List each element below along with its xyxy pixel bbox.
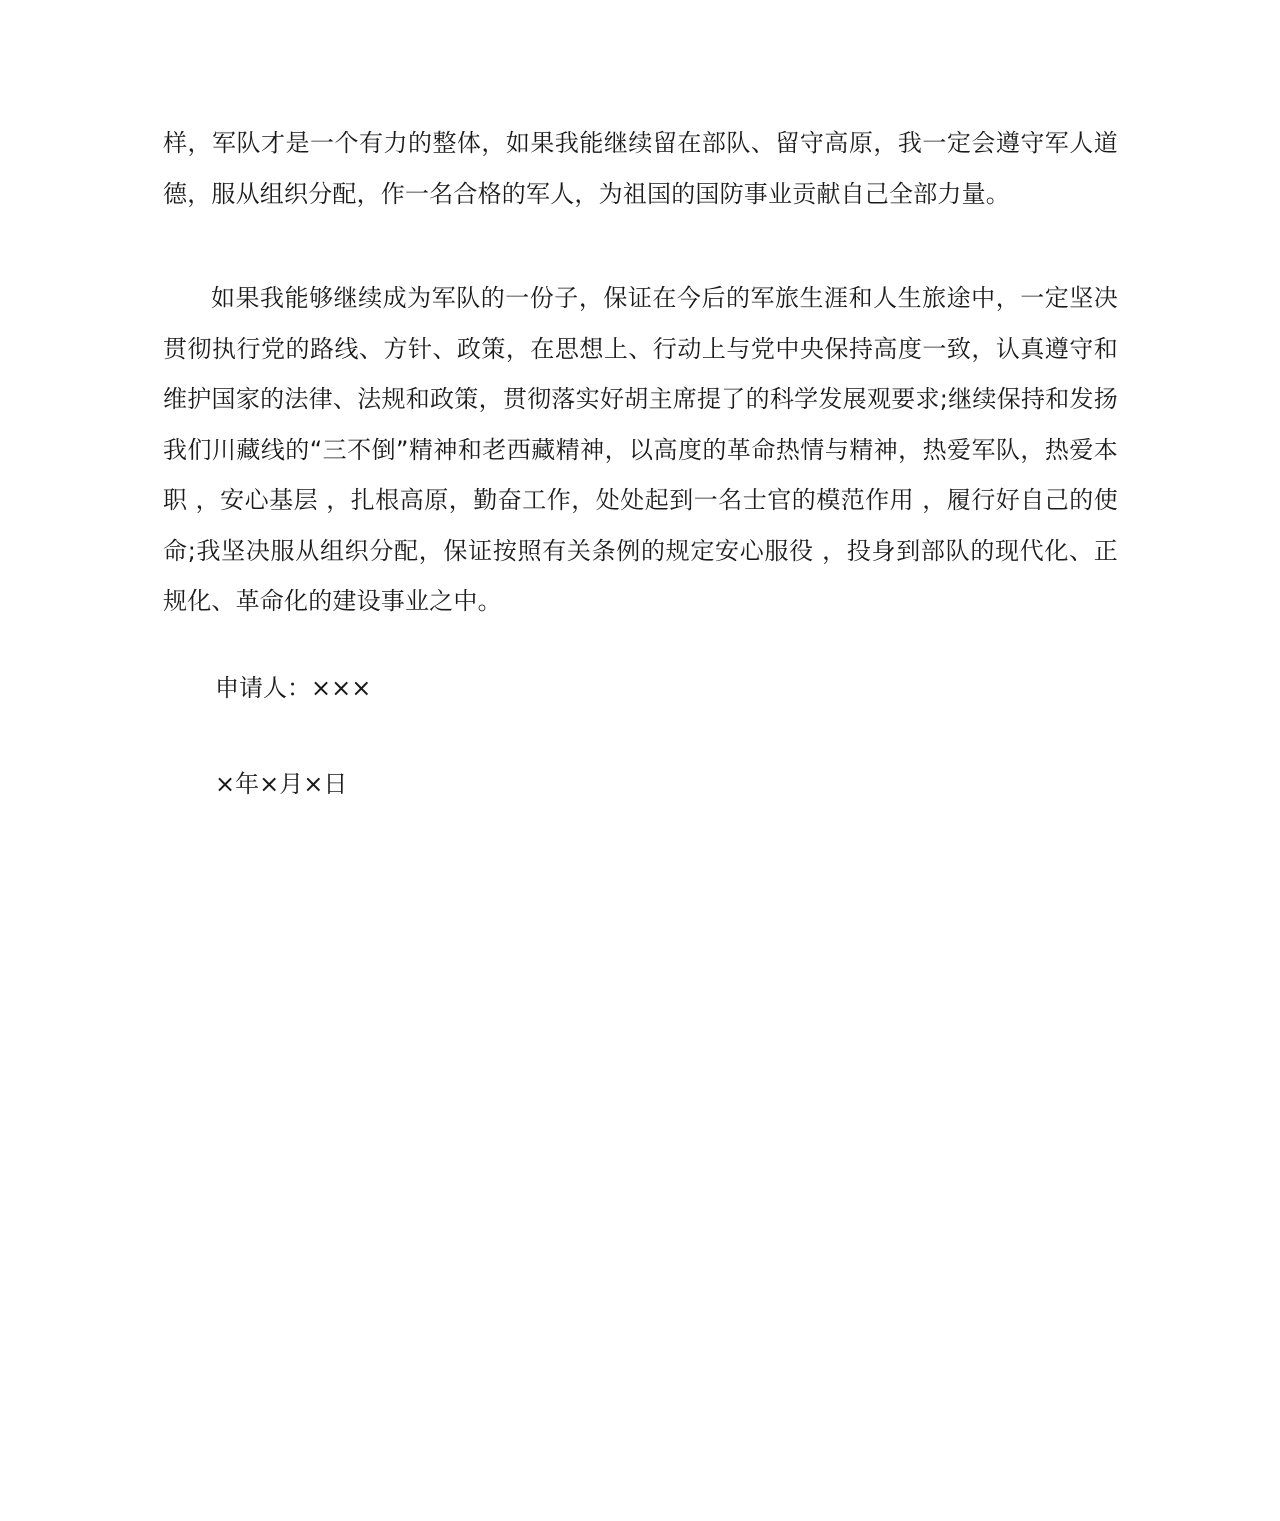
body-paragraph-commitment: 如果我能够继续成为军队的一份子，保证在今后的军旅生涯和人生旅途中，一定坚决贯彻执行党的路线、方针、政策，在思想上、行动上与党中央保持高度一致，认真遵守和维护国家的法律、法规和政策，贯彻落实好胡主席提了的科学发展观要求;继续保持和发扬我们川藏线的“三不倒”精神和老西藏精神，以高度的革命热情与精神，热爱军队，热爱本职 ，安心基层 ，扎根高原，勤奋工作，处处起到一名士官的模范作用 ，履行好自己的使命;我坚决服从组织分配，保证按照有关条例的规定安心服役 ，投身到部队的现代化、正规化、革命化的建设事业之中。 [163,284,1118,615]
date-line: ×年×月×日 [215,770,348,798]
applicant-signature-line: 申请人：××× [215,674,372,702]
body-paragraph-continuation: 样，军队才是一个有力的整体，如果我能继续留在部队、留守高原，我一定会遵守军人道德，服从组织分配，作一名合格的军人，为祖国的国防事业贡献自己全部力量。 [163,129,1118,208]
